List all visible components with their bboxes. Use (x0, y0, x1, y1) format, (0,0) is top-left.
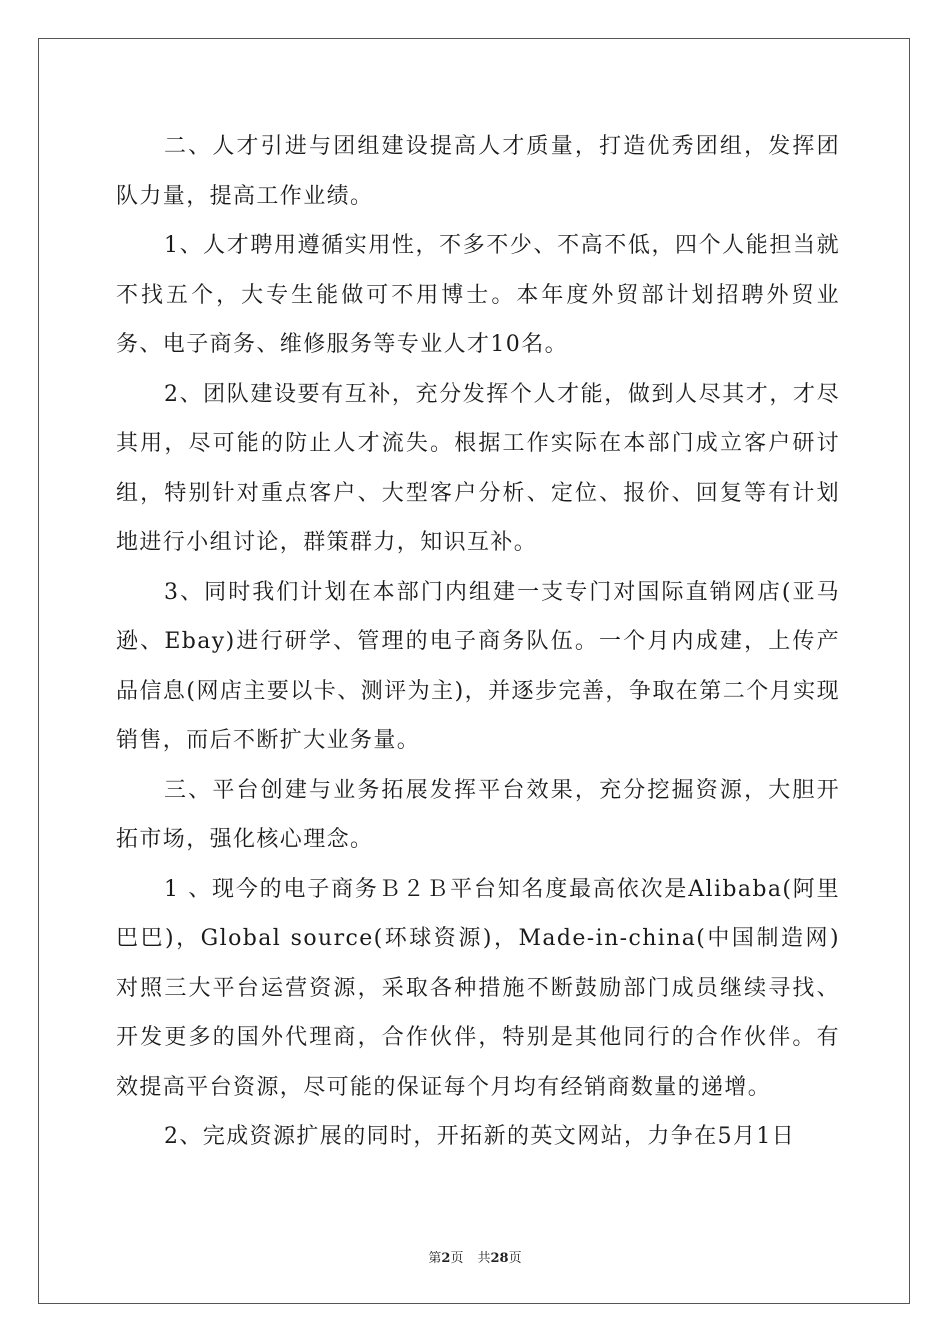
total-suffix: 页 (508, 1251, 522, 1266)
page-prefix: 第 (428, 1251, 442, 1266)
paragraph-section-three-heading: 三、平台创建与业务拓展发挥平台效果，充分挖掘资源，大胆开拓市场，强化核心理念。 (116, 777, 840, 852)
current-page-number: 2 (441, 1251, 451, 1266)
page-footer (0, 1247, 950, 1266)
total-page-count: 28 (490, 1251, 509, 1266)
paragraph-item-1-recruitment: 1、人才聘用遵循实用性，不多不少、不高不低，四个人能担当就不找五个，大专生能做可不用博士。本年度外贸部计划招聘外贸业务、电子商务、维修服务等专业人才10名。 (116, 233, 840, 357)
paragraph-item-2-team-building: 2、团队建设要有互补，充分发挥个人才能，做到人尽其才，才尽其用，尽可能的防止人才流失。根据工作实际在本部门成立客户研讨组，特别针对重点客户、大型客户分析、定位、报价、回复等有计划地进行小组讨论，群策群力，知识互补。 (116, 381, 840, 555)
paragraph-item-2-website: 2、完成资源扩展的同时，开拓新的英文网站，力争在5月1日 (164, 1124, 796, 1149)
paragraph-item-1-b2b-platforms: 1 、现今的电子商务Ｂ２Ｂ平台知名度最高依次是Alibaba(阿里巴巴)，Global source(环球资源)，Made-in-china(中国制造网)对照三大平台运营资源，采取各种措施不断鼓励部门成员继续寻找、开发更多的国外代理商，合作伙伴，特别是其他同行的合作伙伴。有效提高平台资源，尽可能的保证每个月均有经销商数量的递增。 (116, 876, 840, 1100)
paragraph-item-3-ecommerce-team: 3、同时我们计划在本部门内组建一支专门对国际直销网店(亚马逊、Ebay)进行研学、管理的电子商务队伍。一个月内成建，上传产品信息(网店主要以卡、测评为主)，并逐步完善，争取在第二个月实现销售，而后不断扩大业务量。 (116, 579, 840, 753)
total-prefix: 共 (477, 1251, 491, 1266)
paragraph-section-two-heading: 二、人才引进与团组建设提高人才质量，打造优秀团组，发挥团队力量，提高工作业绩。 (116, 134, 840, 209)
page-suffix: 页 (450, 1251, 464, 1266)
document-body (116, 122, 840, 1162)
